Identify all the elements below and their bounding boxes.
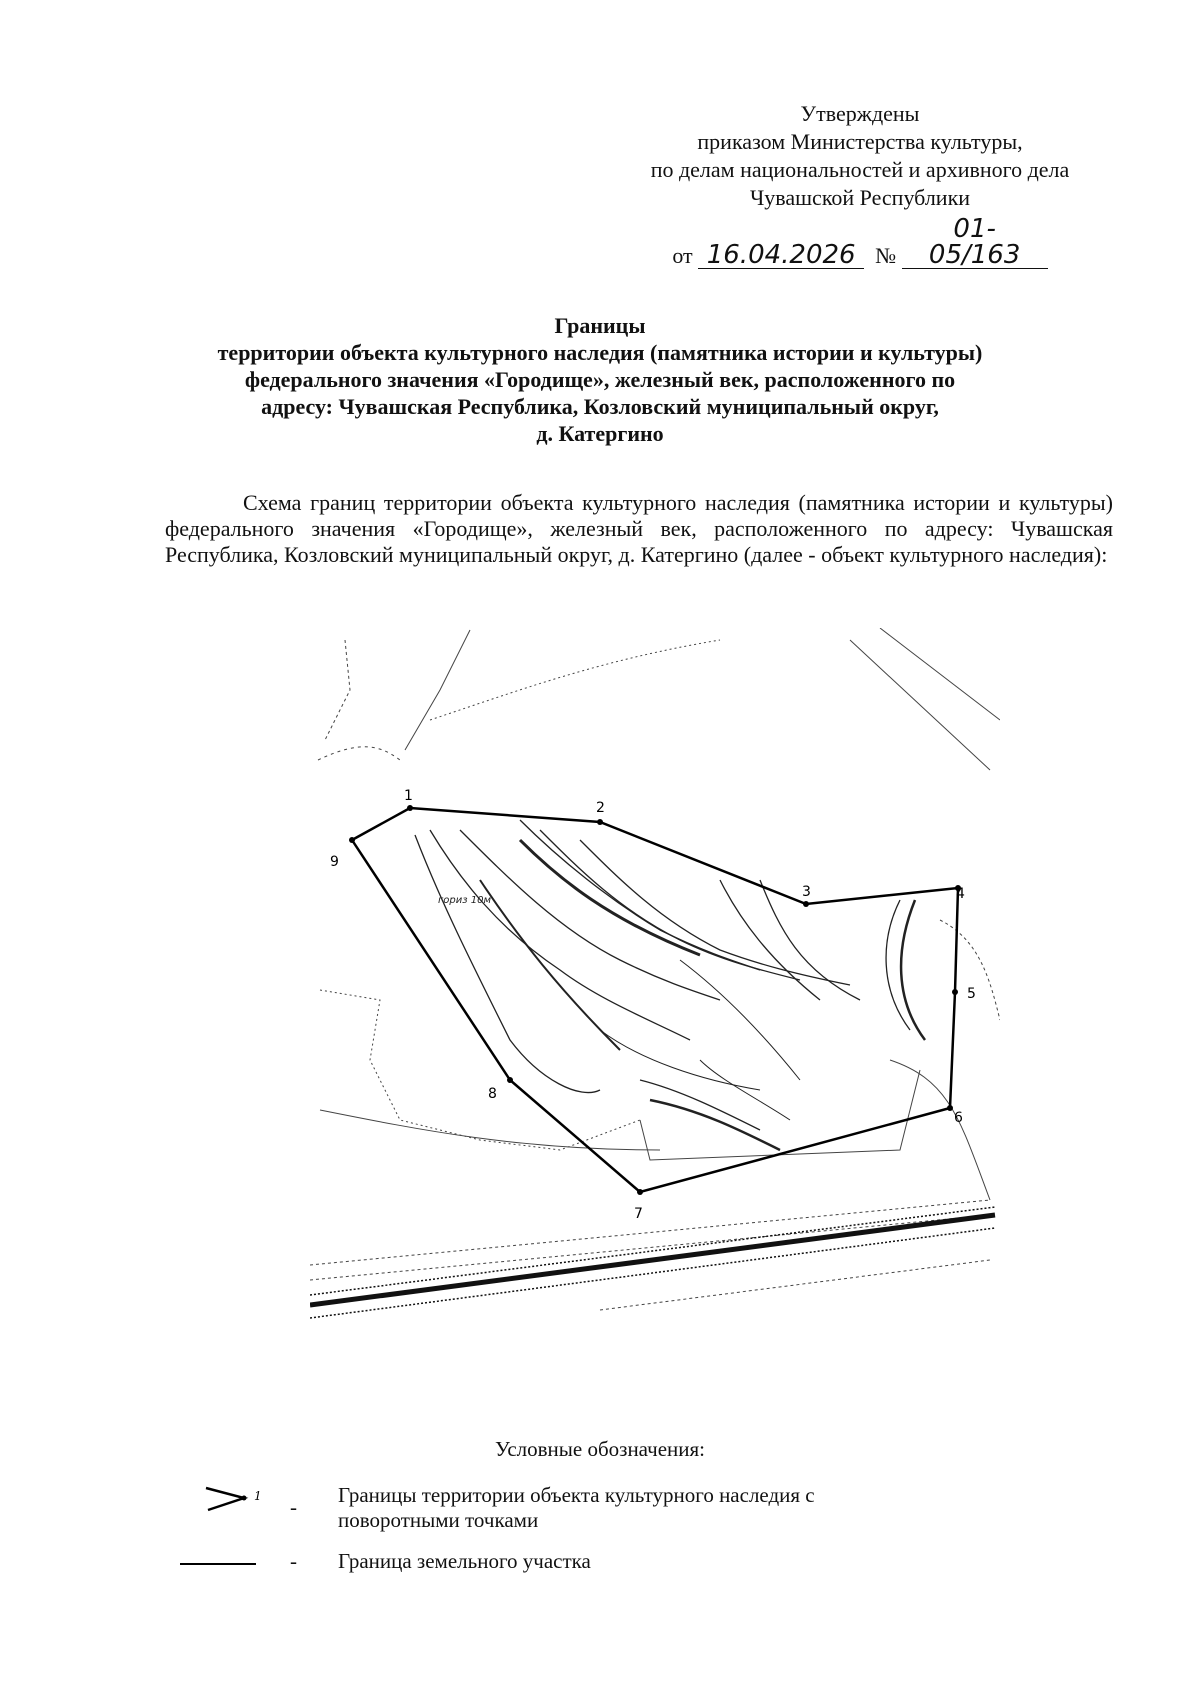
- handwritten-number: 01-05/163: [902, 216, 1048, 269]
- point-label-5: 5: [967, 986, 976, 1002]
- point-label-9: 9: [330, 854, 339, 870]
- handwritten-date: 16.04.2026: [698, 242, 864, 269]
- legend-text-boundary: Границы территории объекта культурного наследия с поворотными точками: [338, 1483, 815, 1532]
- point-label-1: 1: [404, 788, 413, 804]
- legend-title: Условные обозначения:: [494, 1437, 706, 1461]
- title-line-2: территории объекта культурного наследия (памятника истории и культуры): [217, 340, 983, 365]
- title-line-4: адресу: Чувашская Республика, Козловский муниципальный округ,: [261, 394, 939, 419]
- point-label-8: 8: [488, 1086, 497, 1102]
- point-labels: [330, 788, 976, 1222]
- title-line-3: федерального значения «Городище», железный век, расположенного по: [244, 367, 956, 392]
- legend-dash: -: [290, 1495, 297, 1519]
- date-prefix: от: [672, 243, 693, 268]
- approval-block: [600, 100, 1120, 270]
- boundary-symbol-icon: [200, 1480, 270, 1514]
- land-plot-line-icon: [180, 1563, 256, 1565]
- point-label-7: 7: [634, 1206, 643, 1222]
- approval-line-4: Чувашской Республики: [749, 185, 971, 210]
- map-background: [310, 628, 1000, 1310]
- railway-track: [310, 1207, 995, 1318]
- contour-label: гориз 10м: [438, 895, 491, 906]
- approval-line-1: Утверждены: [800, 101, 920, 126]
- legend-text-land-plot: Граница земельного участка: [338, 1549, 591, 1573]
- point-label-3: 3: [802, 884, 811, 900]
- legend-dash: -: [290, 1549, 297, 1573]
- intro-paragraph: Схема границ территории объекта культурного наследия (памятника истории и культуры) федерального значения «Городище», железный век, расположенного по адресу: Чувашская Республика, Козловский муниципальный округ, д. Катергино (далее - объект культурного наследия):: [165, 490, 1113, 567]
- approval-line-2: приказом Министерства культуры,: [697, 129, 1023, 154]
- approval-date-line: [600, 216, 1120, 270]
- point-label-4: 4: [956, 886, 965, 902]
- document-title: [150, 312, 1050, 447]
- title-line-5: д. Катергино: [536, 421, 664, 446]
- title-line-1: Границы: [554, 313, 646, 338]
- point-label-6: 6: [954, 1110, 963, 1126]
- number-prefix: №: [875, 243, 897, 268]
- heritage-boundary: [352, 808, 958, 1192]
- point-label-2: 2: [596, 800, 605, 816]
- boundary-scheme-map: [310, 628, 1000, 1328]
- approval-line-3: по делам национальностей и архивного дела: [650, 157, 1070, 182]
- boundary-symbol-label: 1: [254, 1489, 262, 1503]
- turning-points: [349, 805, 961, 1195]
